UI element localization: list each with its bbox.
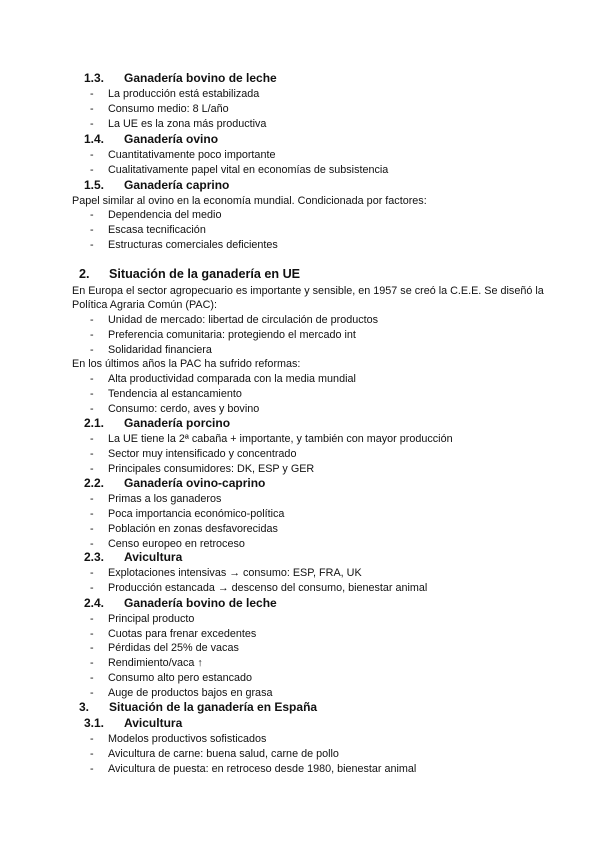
heading-number: 3. — [79, 700, 90, 714]
heading-number: 1.3. — [84, 71, 105, 85]
paragraph: Política Agraria Común (PAC): — [72, 299, 218, 311]
heading-title: Situación de la ganadería en España — [109, 700, 318, 714]
heading-title: Ganadería porcino — [124, 416, 231, 430]
heading-number: 2. — [79, 267, 90, 281]
paragraph: En Europa el sector agropecuario es importante y sensible, en 1957 se creó la C.E.E. Se diseñó la — [72, 285, 544, 297]
heading-number: 2.1. — [84, 416, 105, 430]
heading-number: 1.5. — [84, 178, 105, 192]
heading-number: 2.2. — [84, 476, 105, 490]
heading-number: 1.4. — [84, 132, 105, 146]
heading-title: Ganadería caprino — [124, 178, 230, 192]
heading-title: Ganadería bovino de leche — [124, 596, 277, 610]
document-page: 1.3. Ganadería bovino de leche - La producción está estabilizada - Consumo medio: 8 L/año - La UE es la zona más productiva 1.4. Ganadería ovino - Cuantitativamente poco importante - Cualitativamente papel vital en economías de subsistencia 1.5. Ganadería caprino Papel similar al ovino en la economía mundial. Condicionada por factores: - Dependencia del medio - Escasa tecnificación - Estructuras comerciales deficientes 2. Situación de la ganadería en UE En Europa el sector agropecuario es importante y sensible, en 1957 se creó la C.E.E. Se diseñó la Política Agraria Común (PAC): - Unidad de mercado: libertad de circulación de productos - Preferencia comunitaria: protegiendo el mercado int - Solidaridad financiera En los últimos años la PAC ha sufrido reformas: - Alta productividad comparada con la media mundial - Tendencia al estancamiento - Consumo: cerdo, aves y bovino 2.1. Ganadería porcino - La UE tiene la 2ª cabaña + importante, y también con mayor producción - Sector muy intensificado y concentrado - Principales consumidores: DK, ESP y GER 2.2. Ganadería ovino-caprino - Primas a los ganaderos - Poca importancia económico-política - Población en zonas desfavorecidas - Censo europeo en retroceso 2.3. Avicultura - Explotaciones intensivas → consumo: ESP, FRA, UK - Producción estancada → descenso del consumo, bienestar animal 2.4. Ganadería bovino de leche - Principal producto - Cuotas para frenar excedentes - Pérdidas del 25% de vacas - Rendimiento/vaca ↑ - Consumo alto pero estancado - Auge de productos bajos en grasa 3. Situación de la ganadería en España 3.1. Avicultura - Modelos productivos sofisticados - Avicultura de carne: buena salud, carne de pollo - Avicultura de puesta: en retroceso desde 1980, bienestar animal — [72, 71, 544, 775]
heading-number: 2.3. — [84, 550, 105, 564]
heading-number: 2.4. — [84, 596, 105, 610]
heading-title: Situación de la ganadería en UE — [109, 267, 301, 281]
heading-title: Avicultura — [124, 550, 183, 564]
heading-title: Ganadería ovino — [124, 132, 219, 146]
heading-number: 3.1. — [84, 716, 105, 730]
paragraph: En los últimos años la PAC ha sufrido reformas: — [72, 358, 301, 370]
heading-title: Ganadería bovino de leche — [124, 71, 277, 85]
heading-title: Avicultura — [124, 716, 183, 730]
paragraph: Papel similar al ovino en la economía mundial. Condicionada por factores: — [72, 195, 427, 207]
heading-title: Ganadería ovino-caprino — [124, 476, 266, 490]
